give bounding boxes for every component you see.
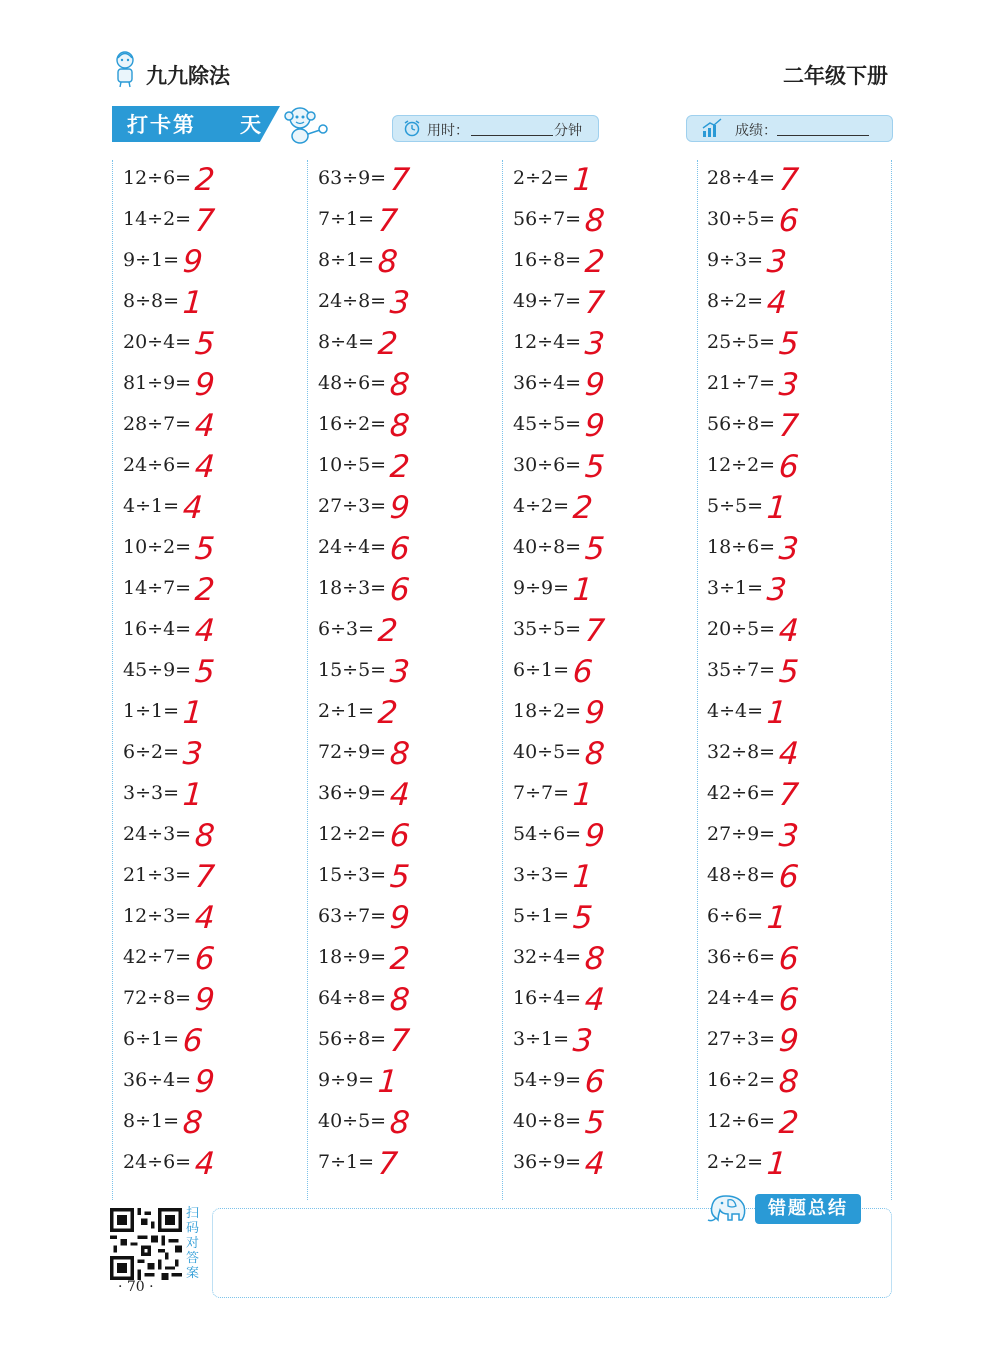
division-problem: 9÷9=: [513, 577, 570, 599]
column-divider: [891, 160, 892, 1200]
handwritten-answer[interactable]: 8: [388, 736, 411, 772]
handwritten-answer[interactable]: 5: [193, 326, 216, 362]
handwritten-answer[interactable]: 8: [376, 244, 399, 280]
handwritten-answer[interactable]: 4: [388, 777, 411, 813]
division-problem: 24÷4=: [318, 536, 387, 558]
handwritten-answer[interactable]: 8: [583, 736, 606, 772]
division-problem: 16÷4=: [513, 987, 582, 1009]
division-problem: 5÷5=: [707, 495, 764, 517]
handwritten-answer[interactable]: 5: [583, 531, 606, 567]
handwritten-answer[interactable]: 7: [376, 1146, 399, 1182]
division-problem: 30÷6=: [513, 454, 582, 476]
handwritten-answer[interactable]: 8: [583, 203, 606, 239]
handwritten-answer[interactable]: 4: [181, 490, 204, 526]
handwritten-answer[interactable]: 4: [193, 900, 216, 936]
division-problem: 4÷4=: [707, 700, 764, 722]
division-problem: 6÷1=: [513, 659, 570, 681]
handwritten-answer[interactable]: 9: [193, 1064, 216, 1100]
division-problem: 7÷1=: [318, 208, 375, 230]
division-problem: 1÷1=: [123, 700, 180, 722]
division-problem: 36÷9=: [318, 782, 387, 804]
division-problem: 32÷8=: [707, 741, 776, 763]
division-problem: 3÷1=: [513, 1028, 570, 1050]
handwritten-answer[interactable]: 9: [583, 695, 606, 731]
division-problem: 4÷2=: [513, 495, 570, 517]
boy-mascot-icon: [110, 50, 140, 88]
handwritten-answer[interactable]: 1: [571, 859, 594, 895]
handwritten-answer[interactable]: 1: [765, 490, 788, 526]
division-problem: 63÷7=: [318, 905, 387, 927]
division-problem: 16÷2=: [318, 413, 387, 435]
time-blank[interactable]: [471, 135, 553, 136]
handwritten-answer[interactable]: 6: [388, 818, 411, 854]
handwritten-answer[interactable]: 3: [181, 736, 204, 772]
handwritten-answer[interactable]: 6: [571, 654, 594, 690]
handwritten-answer[interactable]: 3: [777, 818, 800, 854]
handwritten-answer[interactable]: 7: [388, 1023, 411, 1059]
division-problem: 12÷2=: [318, 823, 387, 845]
handwritten-answer[interactable]: 4: [777, 613, 800, 649]
handwritten-answer[interactable]: 6: [583, 1064, 606, 1100]
column-divider: [307, 160, 308, 1200]
handwritten-answer[interactable]: 1: [765, 1146, 788, 1182]
division-problem: 7÷7=: [513, 782, 570, 804]
time-field[interactable]: [392, 115, 599, 142]
handwritten-answer[interactable]: 8: [777, 1064, 800, 1100]
handwritten-answer[interactable]: 6: [777, 449, 800, 485]
division-problem: 8÷8=: [123, 290, 180, 312]
division-problem: 18÷6=: [707, 536, 776, 558]
qr-code-icon[interactable]: [110, 1208, 182, 1280]
division-problem: 64÷8=: [318, 987, 387, 1009]
division-problem: 25÷5=: [707, 331, 776, 353]
division-problem: 40÷8=: [513, 1110, 582, 1132]
handwritten-answer[interactable]: 9: [583, 367, 606, 403]
division-problem: 42÷6=: [707, 782, 776, 804]
handwritten-answer[interactable]: 3: [571, 1023, 594, 1059]
score-field[interactable]: [686, 115, 893, 142]
division-problem: 24÷4=: [707, 987, 776, 1009]
division-problem: 36÷9=: [513, 1151, 582, 1173]
handwritten-answer[interactable]: 6: [388, 572, 411, 608]
time-unit: 分钟: [554, 123, 582, 139]
division-problem: 9÷1=: [123, 249, 180, 271]
handwritten-answer[interactable]: 1: [571, 162, 594, 198]
elephant-icon: [706, 1190, 754, 1226]
division-problem: 35÷7=: [707, 659, 776, 681]
handwritten-answer[interactable]: 4: [777, 736, 800, 772]
division-problem: 56÷7=: [513, 208, 582, 230]
division-problem: 56÷8=: [318, 1028, 387, 1050]
handwritten-answer[interactable]: 7: [193, 203, 216, 239]
handwritten-answer[interactable]: 3: [388, 654, 411, 690]
division-problem: 54÷6=: [513, 823, 582, 845]
division-problem: 3÷3=: [123, 782, 180, 804]
handwritten-answer[interactable]: 4: [193, 408, 216, 444]
handwritten-answer[interactable]: 3: [388, 285, 411, 321]
handwritten-answer[interactable]: 8: [583, 941, 606, 977]
handwritten-answer[interactable]: 9: [193, 367, 216, 403]
handwritten-answer[interactable]: 8: [181, 1105, 204, 1141]
handwritten-answer[interactable]: 2: [193, 572, 216, 608]
division-problem: 5÷1=: [513, 905, 570, 927]
division-problem: 14÷7=: [123, 577, 192, 599]
division-problem: 3÷3=: [513, 864, 570, 886]
time-label: 用时：: [427, 123, 469, 139]
handwritten-answer[interactable]: 8: [388, 408, 411, 444]
division-problem: 15÷5=: [318, 659, 387, 681]
handwritten-answer[interactable]: 6: [193, 941, 216, 977]
division-problem: 48÷8=: [707, 864, 776, 886]
handwritten-answer[interactable]: 5: [583, 1105, 606, 1141]
handwritten-answer[interactable]: 7: [777, 162, 800, 198]
alarm-clock-icon: [403, 119, 421, 137]
handwritten-answer[interactable]: 8: [388, 982, 411, 1018]
division-problem: 63÷9=: [318, 167, 387, 189]
handwritten-answer[interactable]: 2: [388, 941, 411, 977]
division-problem: 42÷7=: [123, 946, 192, 968]
division-problem: 2÷1=: [318, 700, 375, 722]
handwritten-answer[interactable]: 4: [583, 982, 606, 1018]
division-problem: 7÷1=: [318, 1151, 375, 1173]
handwritten-answer[interactable]: 5: [193, 654, 216, 690]
handwritten-answer[interactable]: 3: [777, 367, 800, 403]
division-problem: 3÷1=: [707, 577, 764, 599]
handwritten-answer[interactable]: 8: [193, 818, 216, 854]
division-problem: 30÷5=: [707, 208, 776, 230]
division-problem: 4÷1=: [123, 495, 180, 517]
division-problem: 49÷7=: [513, 290, 582, 312]
handwritten-answer[interactable]: 3: [777, 531, 800, 567]
handwritten-answer[interactable]: 2: [376, 695, 399, 731]
page-number: · 70 ·: [118, 1279, 154, 1295]
division-problem: 24÷6=: [123, 1151, 192, 1173]
division-problem: 6÷1=: [123, 1028, 180, 1050]
handwritten-answer[interactable]: 4: [193, 449, 216, 485]
handwritten-answer[interactable]: 3: [765, 572, 788, 608]
handwritten-answer[interactable]: 6: [388, 531, 411, 567]
monkey-mascot-icon: [282, 102, 330, 146]
handwritten-answer[interactable]: 2: [376, 326, 399, 362]
handwritten-answer[interactable]: 2: [777, 1105, 800, 1141]
handwritten-answer[interactable]: 1: [571, 777, 594, 813]
division-problem: 8÷4=: [318, 331, 375, 353]
division-problem: 36÷6=: [707, 946, 776, 968]
handwritten-answer[interactable]: 9: [193, 982, 216, 1018]
division-problem: 24÷3=: [123, 823, 192, 845]
division-problem: 8÷2=: [707, 290, 764, 312]
handwritten-answer[interactable]: 8: [388, 1105, 411, 1141]
division-problem: 9÷9=: [318, 1069, 375, 1091]
handwritten-answer[interactable]: 8: [388, 367, 411, 403]
division-problem: 32÷4=: [513, 946, 582, 968]
score-blank[interactable]: [777, 135, 869, 136]
division-problem: 16÷8=: [513, 249, 582, 271]
division-problem: 21÷3=: [123, 864, 192, 886]
division-problem: 2÷2=: [707, 1151, 764, 1173]
handwritten-answer[interactable]: 9: [388, 490, 411, 526]
division-problem: 18÷2=: [513, 700, 582, 722]
handwritten-answer[interactable]: 4: [583, 1146, 606, 1182]
handwritten-answer[interactable]: 3: [583, 326, 606, 362]
division-problem: 8÷1=: [123, 1110, 180, 1132]
handwritten-answer[interactable]: 7: [193, 859, 216, 895]
handwritten-answer[interactable]: 9: [583, 818, 606, 854]
division-problem: 72÷9=: [318, 741, 387, 763]
handwritten-answer[interactable]: 6: [777, 982, 800, 1018]
division-problem: 27÷3=: [707, 1028, 776, 1050]
division-problem: 72÷8=: [123, 987, 192, 1009]
handwritten-answer[interactable]: 1: [765, 900, 788, 936]
handwritten-answer[interactable]: 2: [571, 490, 594, 526]
division-problem: 27÷9=: [707, 823, 776, 845]
handwritten-answer[interactable]: 6: [777, 859, 800, 895]
division-problem: 36÷4=: [123, 1069, 192, 1091]
handwritten-answer[interactable]: 9: [777, 1023, 800, 1059]
checkin-label: 打卡第: [127, 113, 196, 137]
column-divider: [502, 160, 503, 1200]
handwritten-answer[interactable]: 5: [777, 326, 800, 362]
division-problem: 2÷2=: [513, 167, 570, 189]
handwritten-answer[interactable]: 1: [376, 1064, 399, 1100]
division-problem: 6÷3=: [318, 618, 375, 640]
division-problem: 12÷3=: [123, 905, 192, 927]
division-problem: 35÷5=: [513, 618, 582, 640]
division-problem: 24÷6=: [123, 454, 192, 476]
handwritten-answer[interactable]: 2: [388, 449, 411, 485]
handwritten-answer[interactable]: 7: [777, 408, 800, 444]
handwritten-answer[interactable]: 7: [583, 613, 606, 649]
handwritten-answer[interactable]: 2: [193, 162, 216, 198]
division-problem: 40÷8=: [513, 536, 582, 558]
division-problem: 8÷1=: [318, 249, 375, 271]
division-problem: 20÷4=: [123, 331, 192, 353]
handwritten-answer[interactable]: 7: [777, 777, 800, 813]
mistake-summary-label: 错题总结: [755, 1194, 861, 1224]
column-divider: [112, 160, 113, 1200]
handwritten-answer[interactable]: 6: [181, 1023, 204, 1059]
division-problem: 10÷2=: [123, 536, 192, 558]
handwritten-answer[interactable]: 5: [777, 654, 800, 690]
division-problem: 45÷9=: [123, 659, 192, 681]
handwritten-answer[interactable]: 2: [376, 613, 399, 649]
division-problem: 12÷6=: [707, 1110, 776, 1132]
handwritten-answer[interactable]: 1: [765, 695, 788, 731]
division-problem: 28÷4=: [707, 167, 776, 189]
column-divider: [697, 160, 698, 1200]
bar-chart-icon: [701, 118, 723, 138]
division-problem: 16÷2=: [707, 1069, 776, 1091]
division-problem: 12÷6=: [123, 167, 192, 189]
division-problem: 18÷3=: [318, 577, 387, 599]
handwritten-answer[interactable]: 7: [388, 162, 411, 198]
handwritten-answer[interactable]: 5: [193, 531, 216, 567]
handwritten-answer[interactable]: 1: [181, 777, 204, 813]
division-problem: 10÷5=: [318, 454, 387, 476]
score-label: 成绩：: [735, 123, 777, 139]
division-problem: 40÷5=: [318, 1110, 387, 1132]
division-problem: 9÷3=: [707, 249, 764, 271]
division-problem: 16÷4=: [123, 618, 192, 640]
division-problem: 48÷6=: [318, 372, 387, 394]
division-problem: 21÷7=: [707, 372, 776, 394]
division-problem: 54÷9=: [513, 1069, 582, 1091]
division-problem: 56÷8=: [707, 413, 776, 435]
handwritten-answer[interactable]: 9: [583, 408, 606, 444]
handwritten-answer[interactable]: 9: [181, 244, 204, 280]
division-problem: 18÷9=: [318, 946, 387, 968]
handwritten-answer[interactable]: 3: [765, 244, 788, 280]
handwritten-answer[interactable]: 9: [388, 900, 411, 936]
handwritten-answer[interactable]: 1: [571, 572, 594, 608]
division-problem: 81÷9=: [123, 372, 192, 394]
division-problem: 36÷4=: [513, 372, 582, 394]
handwritten-answer[interactable]: 1: [181, 695, 204, 731]
handwritten-answer[interactable]: 4: [193, 1146, 216, 1182]
grade-label: 二年级下册: [783, 64, 888, 88]
handwritten-answer[interactable]: 4: [765, 285, 788, 321]
division-problem: 15÷3=: [318, 864, 387, 886]
division-problem: 14÷2=: [123, 208, 192, 230]
division-problem: 28÷7=: [123, 413, 192, 435]
handwritten-answer[interactable]: 5: [583, 449, 606, 485]
handwritten-answer[interactable]: 6: [777, 203, 800, 239]
division-problem: 12÷2=: [707, 454, 776, 476]
division-problem: 40÷5=: [513, 741, 582, 763]
division-problem: 27÷3=: [318, 495, 387, 517]
handwritten-answer[interactable]: 1: [181, 285, 204, 321]
division-problem: 12÷4=: [513, 331, 582, 353]
scan-answers-label: 扫码对答案: [186, 1206, 200, 1281]
handwritten-answer[interactable]: 7: [376, 203, 399, 239]
handwritten-answer[interactable]: 7: [583, 285, 606, 321]
page-title: 九九除法: [146, 64, 230, 88]
division-problem: 20÷5=: [707, 618, 776, 640]
handwritten-answer[interactable]: 5: [388, 859, 411, 895]
division-problem: 6÷2=: [123, 741, 180, 763]
handwritten-answer[interactable]: 2: [583, 244, 606, 280]
division-problem: 45÷5=: [513, 413, 582, 435]
checkin-day-label: 天: [240, 113, 261, 137]
handwritten-answer[interactable]: 6: [777, 941, 800, 977]
handwritten-answer[interactable]: 5: [571, 900, 594, 936]
handwritten-answer[interactable]: 4: [193, 613, 216, 649]
division-problem: 24÷8=: [318, 290, 387, 312]
division-problem: 6÷6=: [707, 905, 764, 927]
